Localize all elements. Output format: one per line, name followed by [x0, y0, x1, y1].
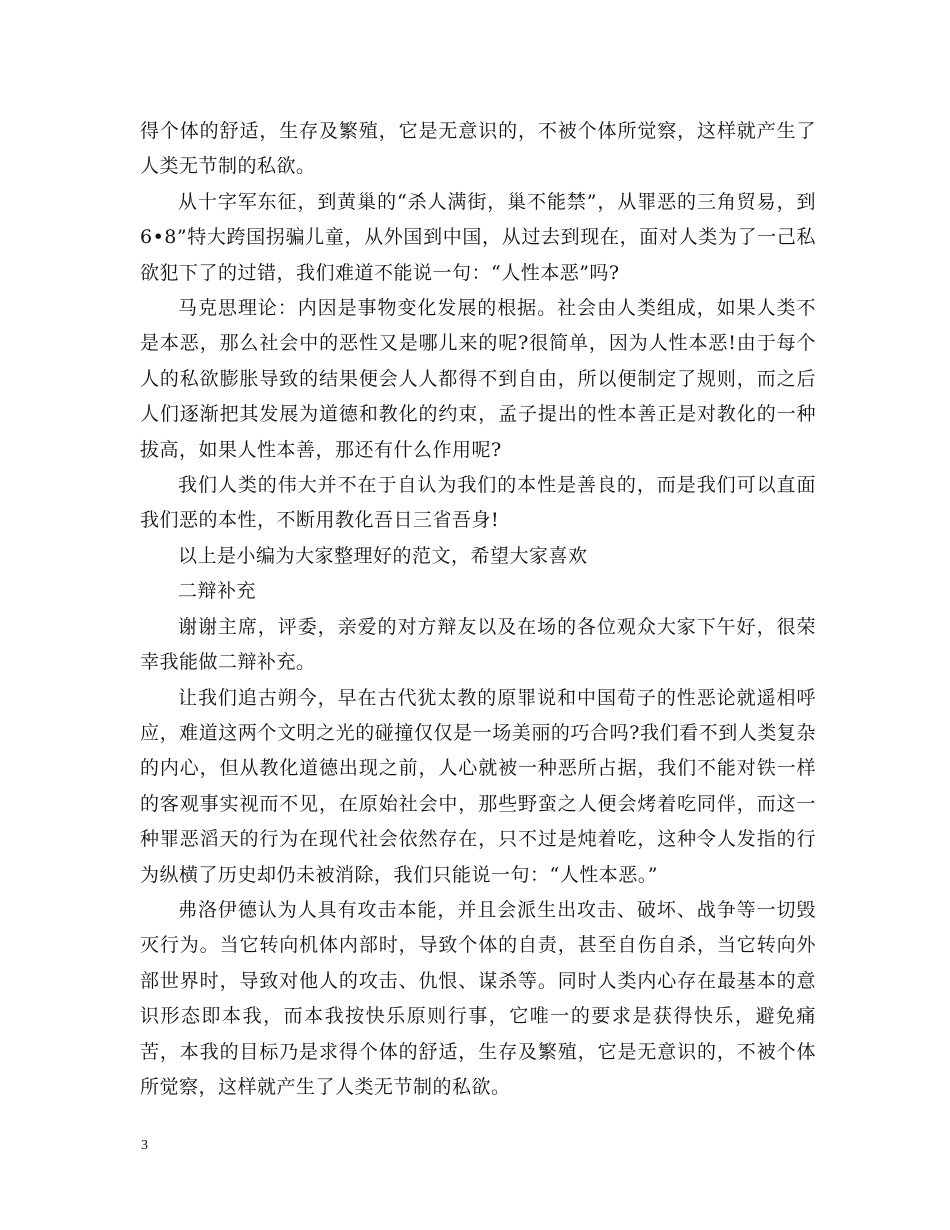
document-body	[140, 114, 816, 1105]
paragraph: 我们人类的伟大并不在于自认为我们的本性是善良的，而是我们可以直面我们恶的本性，不断用教化吾日三省吾身!	[140, 474, 816, 532]
paragraph: 让我们追古朔今，早在古代犹太教的原罪说和中国荀子的性恶论就遥相呼应，难道这两个文明之光的碰撞仅仅是一场美丽的巧合吗?我们看不到人类复杂的内心，但从教化道德出现之前，人心就被一种恶所占据，我们不能对铁一样的客观事实视而不见，在原始社会中，那些野蛮之人便会烤着吃同伴，而这一种罪恶滔天的行为在现代社会依然存在，只不过是炖着吃，这种令人发指的行为纵横了历史却仍未被消除，我们只能说一句：“人性本恶。”	[140, 686, 816, 886]
paragraph: 得个体的舒适，生存及繁殖，它是无意识的，不被个体所觉察，这样就产生了人类无节制的私欲。	[140, 120, 816, 178]
paragraph: 弗洛伊德认为人具有攻击本能，并且会派生出攻击、破坏、战争等一切毁灭行为。当它转向机体内部时，导致个体的自责，甚至自伤自杀，当它转向外部世界时，导致对他人的攻击、仇恨、谋杀等。同时人类内心存在最基本的意识形态即本我，而本我按快乐原则行事，它唯一的要求是获得快乐，避免痛苦，本我的目标乃是求得个体的舒适，生存及繁殖，它是无意识的，不被个体所觉察，这样就产生了人类无节制的私欲。	[140, 898, 816, 1098]
page-number: 3	[141, 1138, 148, 1153]
paragraph: 以上是小编为大家整理好的范文，希望大家喜欢	[178, 544, 588, 567]
paragraph: 从十字军东征，到黄巢的“杀人满街，巢不能禁”，从罪恶的三角贸易，到6•8”特大跨国拐骗儿童，从外国到中国，从过去到现在，面对人类为了一己私欲犯下了的过错，我们难道不能说一句：“人性本恶”吗?	[140, 190, 816, 284]
section-heading: 二辩补充	[178, 580, 257, 603]
paragraph: 谢谢主席，评委，亲爱的对方辩友以及在场的各位观众大家下午好，很荣幸我能做二辩补充。	[140, 615, 816, 674]
paragraph: 马克思理论：内因是事物变化发展的根据。社会由人类组成，如果人类不是本恶，那么社会中的恶性又是哪儿来的呢?很简单，因为人性本恶!由于每个人的私欲膨胀导致的结果便会人人都得不到自由，所以便制定了规则，而之后人们逐渐把其发展为道德和教化的约束，孟子提出的性本善正是对教化的一种拔高，如果人性本善，那还有什么作用呢?	[140, 297, 816, 461]
